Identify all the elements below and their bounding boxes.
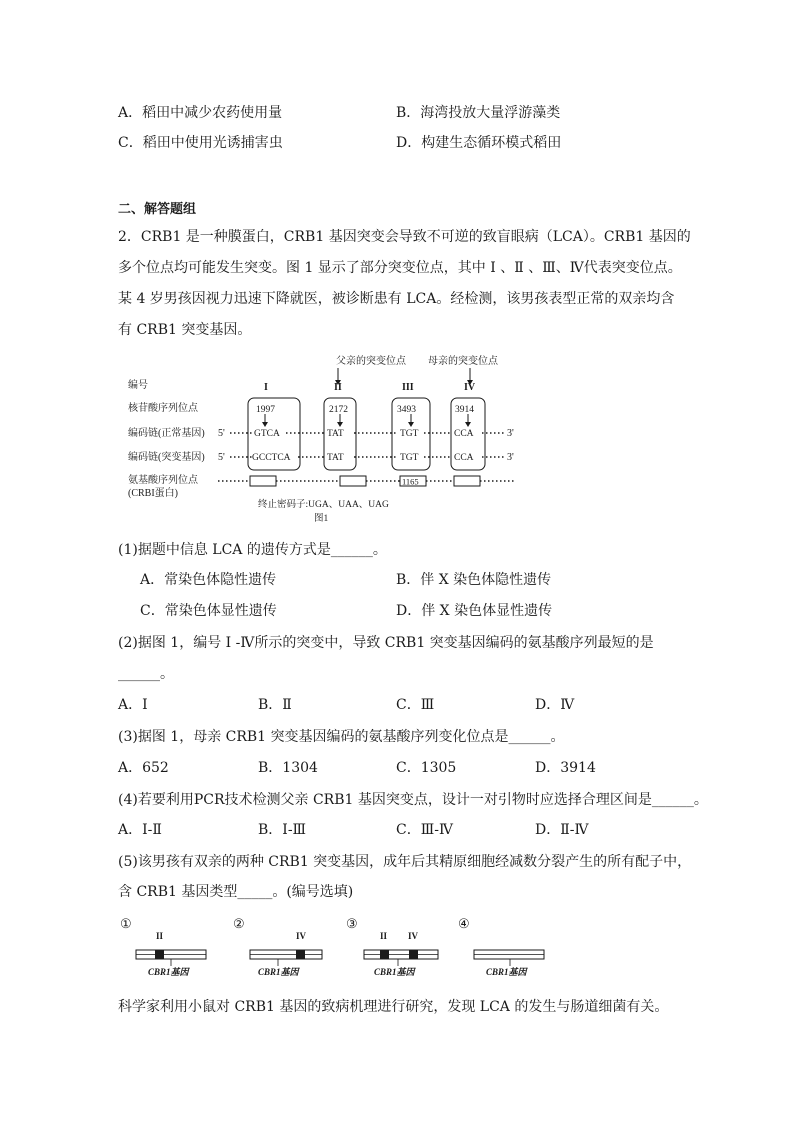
gene-type-number-1: ①: [120, 916, 132, 931]
closing-paragraph: 科学家利用小鼠对 CRB1 基因的致病机理进行研究，发现 LCA 的发生与肠道细菌有关。: [118, 999, 669, 1015]
q2-5-question-line-2: 含 CRB1 基因类型_____。(编号选填): [118, 884, 354, 900]
gene-type-1: [120, 916, 206, 977]
figure-1-diagram: [118, 350, 538, 528]
site-number-1: I: [264, 382, 268, 393]
mutant-seq-4: CCA: [454, 453, 474, 463]
q2-1-option-c: C．常染色体显性遗传: [140, 603, 277, 619]
gene-type-4-label: CBR1基因: [486, 967, 527, 977]
mother-mutation-label: 母亲的突变位点: [428, 356, 498, 367]
site-number-2: II: [334, 382, 342, 393]
q2-1-option-a: A．常染色体隐性遗传: [140, 572, 277, 588]
row-label-nucleotide: 核苷酸序列位点: [128, 403, 198, 414]
q2-5-question-line-1: (5)该男孩有双亲的两种 CRB1 突变基因，成年后其精原细胞经减数分裂产生的所有配子中，: [118, 854, 692, 870]
q2-1-option-b: B．伴 X 染色体隐性遗传: [396, 572, 552, 588]
gene-type-number-2: ②: [233, 916, 245, 931]
gene-type-3: [346, 916, 438, 977]
gene-type-2: [233, 916, 322, 977]
position-3914: 3914: [455, 405, 474, 415]
amino-acid-site-1165: 1165: [402, 476, 419, 487]
site-number-3: III: [402, 382, 414, 393]
q2-3-option-a: A．652: [118, 760, 169, 776]
gene-type-2-mark: IV: [296, 931, 307, 941]
normal-seq-2: TAT: [327, 429, 344, 439]
gene-type-diagrams: [118, 912, 558, 984]
row-label-number: 编号: [128, 380, 148, 391]
q2-3-option-d: D．3914: [535, 760, 596, 776]
q2-stem-line-4: 有 CRB1 突变基因。: [118, 322, 252, 338]
q2-1-option-d: D．伴 X 染色体显性遗传: [396, 603, 553, 619]
gene-type-3-mark-ii: II: [380, 931, 388, 941]
normal-seq-1: GTCA: [254, 429, 280, 439]
gene-type-3-mark-iv: IV: [408, 931, 419, 941]
gene-type-3-label: CBR1基因: [374, 967, 415, 977]
q2-2-option-b: B．Ⅱ: [258, 697, 292, 713]
mutant-seq-2: TAT: [327, 453, 344, 463]
q2-4-question: (4)若要利用PCR技术检测父亲 CRB1 基因突变点，设计一对引物时应选择合理区间是______。: [118, 792, 708, 808]
row-label-protein: (CRBI蛋白): [128, 488, 178, 499]
q2-4-option-a: A．Ⅰ-Ⅱ: [118, 822, 162, 838]
q1-option-d: D．构建生态循环模式稻田: [396, 135, 562, 151]
q1-option-c: C．稻田中使用光诱捕害虫: [118, 135, 283, 151]
q2-4-option-d: D．Ⅱ-Ⅳ: [535, 822, 589, 838]
row-label-normal-strand: 编码链(正常基因): [128, 428, 205, 439]
mutant-three-prime: 3': [507, 452, 514, 463]
q2-4-option-b: B．Ⅰ-Ⅲ: [258, 822, 307, 838]
position-2172: 2172: [329, 405, 348, 415]
row-label-amino-acid: 氨基酸序列位点: [128, 475, 198, 486]
q2-2-option-a: A．Ⅰ: [118, 697, 148, 713]
mutant-seq-3: TGT: [400, 453, 419, 463]
q2-3-question: (3)据图 1，母亲 CRB1 突变基因编码的氨基酸序列变化位点是______。: [118, 729, 565, 745]
mutant-seq-1: GCCTCA: [252, 453, 291, 463]
q2-1-question: (1)据题中信息 LCA 的遗传方式是______。: [118, 542, 387, 558]
gene-type-2-label: CBR1基因: [258, 967, 299, 977]
q2-2-question: (2)据图 1，编号 Ⅰ -Ⅳ所示的突变中，导致 CRB1 突变基因编码的氨基酸序列最短的是: [118, 635, 654, 651]
gene-type-1-mark: II: [156, 931, 164, 941]
stop-codons: 终止密码子:UGA、UAA、UAG: [258, 500, 389, 510]
q2-2-blank: ______。: [118, 666, 174, 682]
mutant-five-prime: 5': [218, 452, 225, 463]
gene-type-number-3: ③: [346, 916, 358, 931]
gene-type-number-4: ④: [458, 916, 470, 931]
normal-seq-4: CCA: [454, 429, 474, 439]
q2-3-option-b: B．1304: [258, 760, 318, 776]
q2-2-option-d: D．Ⅳ: [535, 697, 575, 713]
normal-seq-3: TGT: [400, 429, 419, 439]
q2-stem-line-1: 2．CRB1 是一种膜蛋白，CRB1 基因突变会导致不可逆的致盲眼病（LCA）。CRB1 基因的: [118, 229, 691, 245]
section-title: 二、解答题组: [118, 202, 197, 217]
q1-option-b: B．海湾投放大量浮游藻类: [396, 105, 561, 121]
normal-five-prime: 5': [218, 428, 225, 439]
q1-option-a: A．稻田中减少农药使用量: [118, 105, 283, 121]
position-1997: 1997: [256, 405, 275, 415]
father-mutation-label: 父亲的突变位点: [336, 356, 406, 367]
q2-2-option-c: C．Ⅲ: [396, 697, 435, 713]
q2-stem-line-3: 某 4 岁男孩因视力迅速下降就医，被诊断患有 LCA。经检测，该男孩表型正常的双亲均含: [118, 291, 675, 307]
q2-3-option-c: C．1305: [396, 760, 457, 776]
figure-caption: 图1: [314, 514, 329, 524]
gene-type-1-label: CBR1基因: [148, 967, 189, 977]
site-number-4: IV: [464, 382, 476, 393]
normal-three-prime: 3': [507, 428, 514, 439]
q2-stem-line-2: 多个位点均可能发生突变。图 1 显示了部分突变位点，其中 Ⅰ 、Ⅱ 、Ⅲ、Ⅳ代表突变位点。: [118, 260, 682, 276]
q2-4-option-c: C．Ⅲ-Ⅳ: [396, 822, 453, 838]
gene-type-4: [458, 916, 544, 977]
row-label-mutant-strand: 编码链(突变基因): [128, 452, 205, 463]
position-3493: 3493: [397, 405, 416, 415]
